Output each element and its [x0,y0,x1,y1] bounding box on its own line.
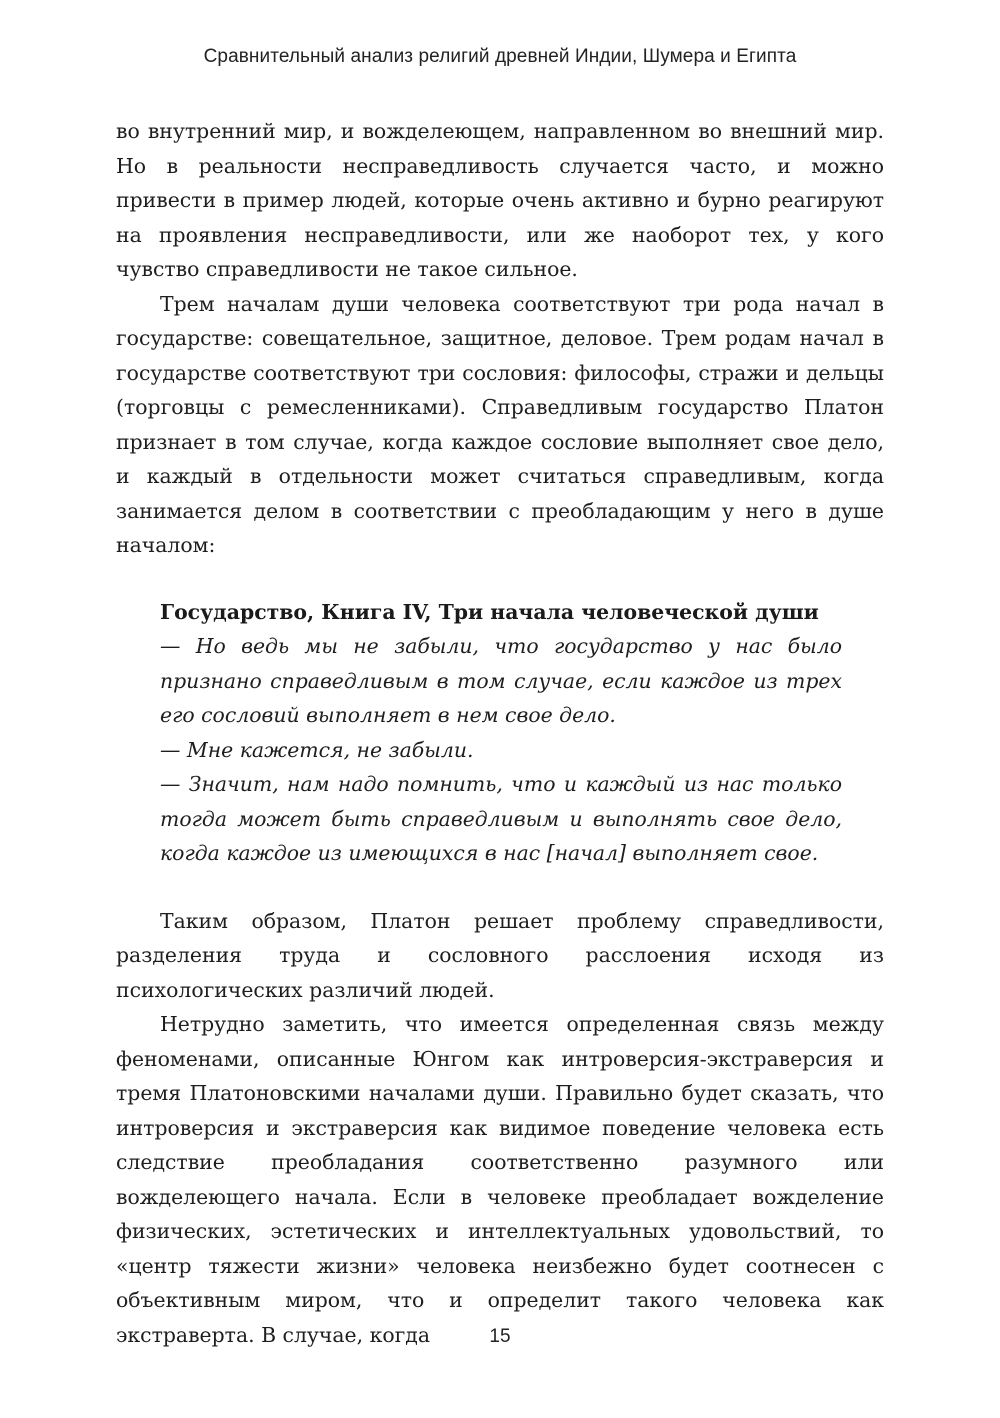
quote-line-3: — Значит, нам надо помнить, что и каждый из нас только тогда может быть справедливым и выполнять свое дело, когда каждое из имеющихся в нас [начал] выполняет свое. [160,772,842,865]
paragraph-4: Нетрудно заметить, что имеется определенная связь между феноменами, описанные Юнгом как интроверсия-экстраверсия и тремя Платоновскими началами души. Правильно будет сказать, что интроверсия и экстраверсия как видимое поведение человека есть следствие преобладания соответственно разумного или вожделеющего начала. Если в человеке преобладает вожделение физических, эстетических и интеллектуальных удовольствий, то «центр тяжести жизни» человека неизбежно будет соотнесен с объективным миром, что и определит такого человека как экстраверта. В случае, когда [116,1012,884,1347]
quote-title: Государство, Книга IV, Три начала человеческой души [160,599,819,624]
paragraph-2: Трем началам души человека соответствуют три рода начал в государстве: совещательное, защитное, деловое. Трем родам начал в государстве соответствуют три сословия: философы, стражи и дельцы (торговцы с ремесленниками). Справедливым государство Платон признает в том случае, когда каждое сословие выполняет свое дело, и каждый в отдельности может считаться справедливым, когда занимается делом в соответствии с преобладающим у него в душе началом: [116,291,884,557]
page-body [116,114,884,1352]
paragraph-1: во внутренний мир, и вожделеющем, направленном во внешний мир. Но в реальности несправедливость случается часто, и можно привести в пример людей, которые очень активно и бурно реагируют на проявления несправедливости, или же наоборот тех, у кого чувство справедливости не такое сильное. [116,119,884,281]
running-header: Сравнительный анализ религий древней Индии, Шумера и Египта [203,46,797,67]
quote-block [116,595,842,871]
page-number: 15 [489,1326,511,1347]
paragraph-3: Таким образом, Платон решает проблему справедливости, разделения труда и сословного расслоения исходя из психологических различий людей. [116,908,884,1002]
quote-line-2: — Мне кажется, не забыли. [160,737,474,762]
quote-line-1: — Но ведь мы не забыли, что государство у нас было признано справедливым в том случае, если каждое из трех его сословий выполняет в нем свое дело. [160,634,842,727]
